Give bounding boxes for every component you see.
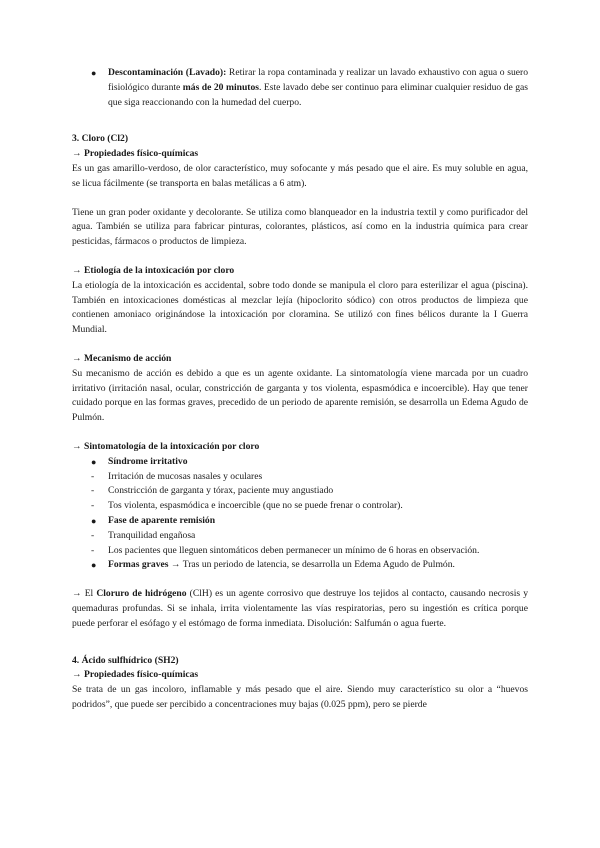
paragraph-acido-propiedades: Se trata de un gas incoloro, inflamable y más pesado que el aire. Siendo muy característico su olor a “huevos podridos”, que puede ser percibido a concentraciones muy bajas (0.025 ppm), pero se pierde	[72, 684, 528, 710]
subheading-sintomatologia-text: Sintomatología de la intoxicación por cloro	[84, 440, 260, 452]
paragraph-etiologia: La etiología de la intoxicación es accidental, sobre todo donde se manipula el cloro para esterilizar el agua (piscina). También en intoxicaciones domésticas al mezclar lejía (hipoclorito sódico) con otros productos de limpieza que contienen amoniaco originándose la intoxicación por cloramina. Se utilizó con fines bélicos durante la I Guerra Mundial.	[72, 279, 528, 336]
remision-item	[72, 514, 528, 529]
arrow-icon: →	[72, 669, 82, 681]
subheading-propiedades-cloro-text: Propiedades físico-químicas	[84, 148, 199, 160]
graves-text: Tras un periodo de latencia, se desarrolla un Edema Agudo de Pulmón.	[180, 559, 455, 571]
cloruro-prefix: El	[81, 588, 97, 600]
arrow-icon: →	[72, 352, 82, 364]
subheading-etiologia-text: Etiología de la intoxicación por cloro	[84, 264, 235, 276]
paragraph-mecanismo: Su mecanismo de acción es debido a que es un agente oxidante. La sintomatología viene marcada por un cuadro irritativo (irritación nasal, ocular, constricción de garganta y tos violenta, espasmódica e incoercible). Hay que tener cuidado porque en las formas graves, precedido de un periodo de aparente remisión, se desarrolla un Edema Agudo de Pulmón.	[72, 367, 528, 424]
remision-list	[72, 514, 528, 529]
decontamination-list	[72, 66, 528, 110]
subheading-propiedades-cloro	[72, 147, 528, 162]
list-item-text: Irritación de mucosas nasales y oculares	[108, 470, 263, 482]
remision-label: Fase de aparente remisión	[108, 514, 216, 526]
decontamination-item	[72, 66, 528, 110]
decontamination-text-before: Retirar la ropa contaminada y realizar un lavado exhaustivo con agua o suero fisiológico durante	[108, 67, 528, 93]
decontamination-text-after: . Este lavado debe ser continuo para eliminar cualquier residuo de gas que siga reaccionando con la humedad del cuerpo.	[108, 81, 528, 108]
arrow-icon: →	[72, 588, 82, 600]
graves-list	[72, 558, 528, 573]
list-item-text: Tos violenta, espasmódica e incoercible (que no se puede frenar o controlar).	[108, 500, 403, 512]
list-item	[72, 484, 528, 499]
section-title-cloro: 3. Cloro (Cl2)	[72, 133, 129, 145]
dash-icon: -	[91, 529, 95, 541]
arrow-icon: →	[72, 264, 82, 276]
dash-icon: -	[91, 485, 95, 497]
list-item	[72, 529, 528, 544]
arrow-icon: →	[72, 148, 82, 160]
graves-item	[72, 558, 528, 573]
decontamination-time: más de 20 minutos	[182, 81, 260, 93]
list-item	[72, 470, 528, 485]
list-item-text: Tranquilidad engañosa	[108, 529, 196, 541]
section-title-acido: 4. Ácido sulfhídrico (SH2)	[72, 654, 179, 666]
paragraph-propiedades-1: Es un gas amarillo-verdoso, de olor característico, muy sofocante y más pesado que el aire. Es muy soluble en agua, se licua fácilmente (se transporta en balas metálicas a 6 atm).	[72, 162, 528, 189]
sindrome-item	[72, 455, 528, 470]
arrow-icon: →	[170, 559, 181, 571]
subheading-sintomatologia	[72, 440, 528, 455]
bullet-icon: ●	[91, 560, 97, 571]
dash-icon: -	[91, 544, 95, 556]
dash-icon: -	[91, 500, 95, 512]
list-item-text: Constricción de garganta y tórax, paciente muy angustiado	[108, 485, 334, 497]
subheading-mecanismo	[72, 352, 528, 367]
cloruro-term: Cloruro de hidrógeno	[96, 588, 187, 600]
list-item	[72, 499, 528, 514]
bullet-icon: ●	[91, 515, 97, 526]
remision-details	[72, 529, 528, 559]
dash-icon: -	[91, 470, 95, 482]
arrow-icon: →	[72, 440, 82, 452]
cloruro-text: (ClH) es un agente corrosivo que destruye los tejidos al contacto, causando necrosis y quemaduras profundas. Si se inhala, irrita violentamente las vías respiratorias, pero su ingestión es crítica porque puede perforar el esófago y el estómago de forma inmediata. Disolución: Salfumán o agua fuerte.	[72, 588, 528, 629]
sindrome-label: Síndrome irritativo	[108, 455, 188, 467]
subheading-etiologia	[72, 264, 528, 279]
list-item-text: Los pacientes que lleguen sintomáticos deben permanecer un mínimo de 6 horas en observación.	[108, 544, 480, 556]
sindrome-list	[72, 455, 528, 470]
paragraph-propiedades-2: Tiene un gran poder oxidante y decolorante. Se utiliza como blanqueador en la industria textil y como purificador del agua. También se utiliza para fabricar pinturas, colorantes, plásticos, así como en la industria química para crear pesticidas, fármacos o productos de limpieza.	[72, 206, 528, 248]
list-item	[72, 544, 528, 559]
document-content	[72, 66, 528, 713]
decontamination-term: Descontaminación (Lavado):	[108, 67, 227, 78]
bullet-icon: ●	[91, 68, 97, 78]
subheading-propiedades-acido	[72, 668, 528, 683]
graves-label: Formas graves	[108, 559, 169, 571]
bullet-icon: ●	[91, 456, 97, 467]
subheading-propiedades-acido-text: Propiedades físico-químicas	[84, 669, 199, 681]
paragraph-cloruro	[72, 587, 528, 631]
sindrome-symptoms	[72, 470, 528, 514]
subheading-mecanismo-text: Mecanismo de acción	[84, 352, 172, 364]
